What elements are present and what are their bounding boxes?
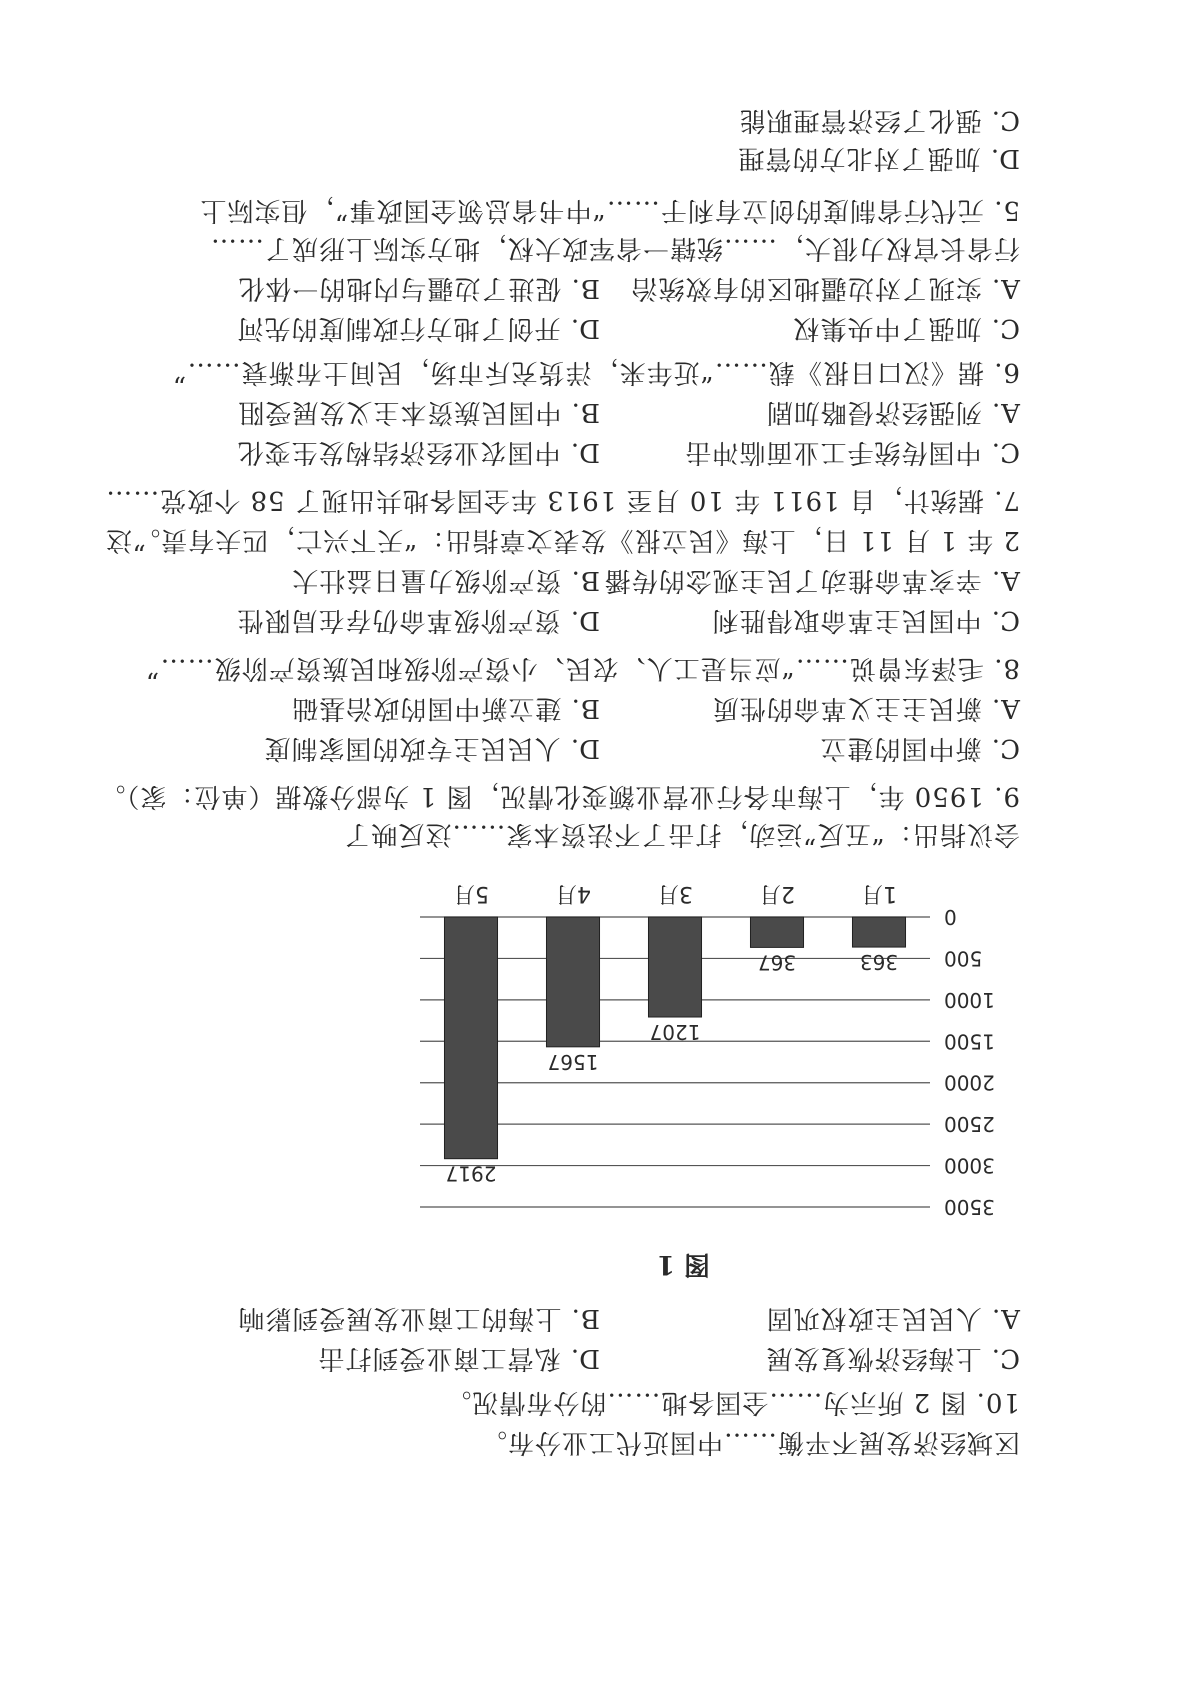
- x-category-label: 3月: [657, 881, 693, 906]
- figure-label: 图 1: [656, 1249, 710, 1279]
- text-line: D. 中国农业经济结构发生变化: [236, 437, 600, 467]
- text-line: 区域经济发展不平衡……中国近代工业分布。: [479, 1427, 1020, 1457]
- y-tick-label: 500: [944, 946, 983, 971]
- bar-value-label: 367: [757, 950, 797, 975]
- text-line: B. 建立新中国的政治基础: [291, 693, 600, 723]
- text-line: 7. 据统计，自 1911 年 10 月至 1913 年全国各地共出现了 58 个政党……: [105, 485, 1020, 515]
- bar-chart: [380, 877, 1000, 1237]
- x-category-label: 5月: [453, 881, 489, 906]
- bar: [750, 917, 803, 947]
- x-category-label: 2月: [759, 881, 795, 906]
- bar: [546, 917, 599, 1047]
- y-tick-label: 1500: [944, 1029, 995, 1054]
- text-line: A. 新民主主义革命的性质: [711, 693, 1020, 723]
- y-tick-label: 2500: [944, 1112, 995, 1137]
- bar: [852, 917, 905, 947]
- text-line: 5. 元代行省制度的创立有利于……“中书省总领全国政事”，但实际上: [199, 195, 1020, 225]
- text-line: A. 实现了对边疆地区的有效统治: [630, 273, 1020, 303]
- y-tick-label: 0: [944, 905, 957, 929]
- bar-value-label: 2917: [445, 1161, 497, 1186]
- text-line: C. 上海经济恢复发展: [765, 1343, 1020, 1373]
- text-line: A. 列强经济侵略加剧: [765, 397, 1020, 427]
- y-tick-label: 3500: [944, 1195, 995, 1219]
- text-line: C. 中国传统手工业面临冲击: [684, 437, 1020, 467]
- x-category-label: 1月: [861, 881, 897, 906]
- bar-value-label: 1567: [547, 1049, 599, 1074]
- text-line: C. 加强了中央集权: [792, 313, 1020, 343]
- text-line: D. 私营工商业受到打击: [317, 1343, 600, 1373]
- text-line: 9. 1950 年，上海市各行业营业额变化情况，图 1 为部分数据（单位：家）。: [98, 781, 1020, 811]
- text-line: A. 辛亥革命推动了民主观念的传播: [603, 565, 1020, 595]
- y-tick-label: 2000: [944, 1070, 995, 1095]
- text-line: D. 加强了对北方的管理: [737, 143, 1020, 173]
- text-line: D. 开创了地方行政制度的先河: [236, 313, 600, 343]
- text-line: A. 人民民主政权巩固: [765, 1303, 1020, 1333]
- bar-value-label: 363: [859, 950, 899, 975]
- text-line: 2 年 1 月 11 日，上海《民立报》发表文章指出：“天下兴亡，匹夫有责。”这: [104, 525, 1020, 555]
- bar: [648, 917, 701, 1017]
- text-line: C. 强化了经济管理职能: [738, 105, 1020, 135]
- text-line: 10. 图 2 所示为……全国各地……的分布情况。: [444, 1387, 1020, 1417]
- text-line: D. 人民民主专政的国家制度: [263, 733, 600, 763]
- text-line: 会议指出：“五反”运动，打击了不法资本家……这反映了: [343, 819, 1020, 849]
- text-line: B. 中国民族资本主义发展受阻: [237, 397, 600, 427]
- y-tick-label: 3000: [944, 1153, 995, 1178]
- text-line: D. 资产阶级革命仍存在局限性: [236, 605, 600, 635]
- text-line: B. 资产阶级力量日益壮大: [291, 565, 600, 595]
- bar-value-label: 1207: [649, 1020, 701, 1045]
- text-line: C. 新中国的建立: [819, 733, 1020, 763]
- text-line: B. 促进了边疆与内地的一体化: [237, 273, 600, 303]
- text-line: 8. 毛泽东曾说……“应当是工人、农民、小资产阶级和民族资产阶级……”: [145, 653, 1020, 683]
- y-tick-label: 1000: [944, 987, 995, 1012]
- text-line: 行省长官权力很大，……统辖一省军政大权，地方实际上形成了……: [209, 233, 1020, 263]
- bar: [444, 917, 497, 1159]
- text-line: 6. 据《汉口日报》载……“近年来，洋货充斥市场，民间土布渐衰……”: [172, 357, 1020, 387]
- text-line: C. 中国民主革命取得胜利: [711, 605, 1020, 635]
- x-category-label: 4月: [555, 881, 591, 906]
- text-line: B. 上海的工商业发展受到影响: [237, 1303, 600, 1333]
